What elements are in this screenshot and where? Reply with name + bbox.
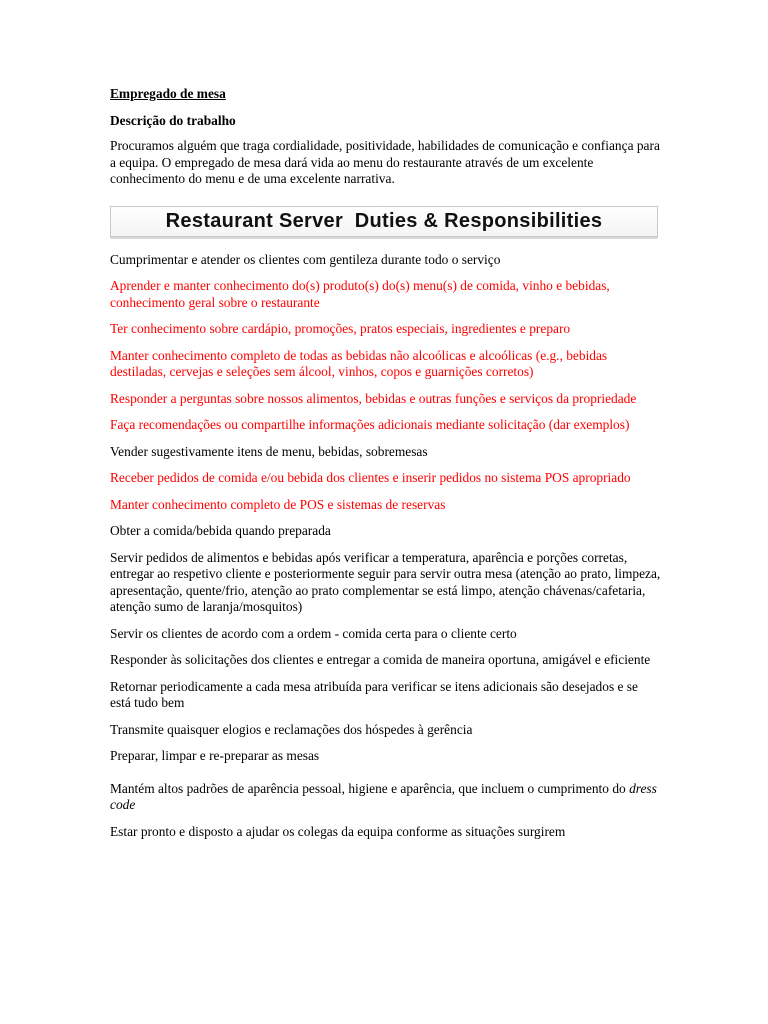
document-page — [110, 86, 662, 850]
appearance-duty-text: Mantém altos padrões de aparência pessoal, higiene e aparência, que incluem o cumprimento do — [110, 780, 630, 796]
job-description-heading: Descrição do trabalho — [110, 112, 236, 128]
duty-item: Aprender e manter conhecimento do(s) produto(s) do(s) menu(s) de comida, vinho e bebidas, conhecimento geral sobre o restaurante — [110, 278, 610, 310]
duty-item: Vender sugestivamente itens de menu, bebidas, sobremesas — [110, 443, 428, 459]
document-title: Empregado de mesa — [110, 86, 226, 101]
duty-item: Manter conhecimento completo de todas as bebidas não alcoólicas e alcoólicas (e.g., bebidas destiladas, cervejas e seleções sem álcool, vinhos, copos e guarnições corretos) — [110, 347, 608, 379]
duty-item: Servir os clientes de acordo com a ordem - comida certa para o cliente certo — [110, 625, 517, 641]
duty-item: Transmite quaisquer elogios e reclamações dos hóspedes à gerência — [110, 721, 473, 737]
duty-item: Responder às solicitações dos clientes e entregar a comida de maneira oportuna, amigável e eficiente — [110, 652, 651, 667]
duties-banner-image — [110, 206, 658, 237]
duty-item: Obter a comida/bebida quando preparada — [110, 523, 331, 538]
duty-item: Servir pedidos de alimentos e bebidas após verificar a temperatura, aparência e porções corretas, entregar ao respetivo cliente e posteriormente seguir para servir outra mesa (atenção ao prato, limpeza, apresentação, quente/frio, atenção ao prato complementar se está limpo, atenção chávenas/cafetaria, atenção sumo de laranja/mosquitos) — [110, 549, 661, 614]
duty-item: Retornar periodicamente a cada mesa atribuída para verificar se itens adicionais são desejados e se está tudo bem — [110, 678, 638, 710]
duty-item: Cumprimentar e atender os clientes com gentileza durante todo o serviço — [110, 251, 501, 267]
dress-code-emphasis: dress code — [110, 780, 657, 812]
duty-item-appearance — [110, 781, 662, 814]
duty-item: Receber pedidos de comida e/ou bebida dos clientes e inserir pedidos no sistema POS apropriado — [110, 470, 631, 485]
intro-paragraph: Procuramos alguém que traga cordialidade, positividade, habilidades de comunicação e confiança para a equipa. O empregado de mesa dará vida ao menu do restaurante através de um excelente conhecimento do menu e de uma excelente narrativa. — [110, 138, 660, 186]
duty-item: Preparar, limpar e re-preparar as mesas — [110, 748, 320, 763]
duty-item: Responder a perguntas sobre nossos alimentos, bebidas e outras funções e serviços da propriedade — [110, 390, 637, 406]
duties-list — [110, 252, 662, 841]
duty-item: Manter conhecimento completo de POS e sistemas de reservas — [110, 496, 446, 512]
duty-item: Ter conhecimento sobre cardápio, promoções, pratos especiais, ingredientes e preparo — [110, 321, 571, 336]
duty-item: Estar pronto e disposto a ajudar os colegas da equipa conforme as situações surgirem — [110, 823, 566, 839]
duties-banner-text: Restaurant Server Duties & Responsibilities — [165, 209, 603, 232]
duty-item: Faça recomendações ou compartilhe informações adicionais mediante solicitação (dar exemplos) — [110, 417, 630, 432]
